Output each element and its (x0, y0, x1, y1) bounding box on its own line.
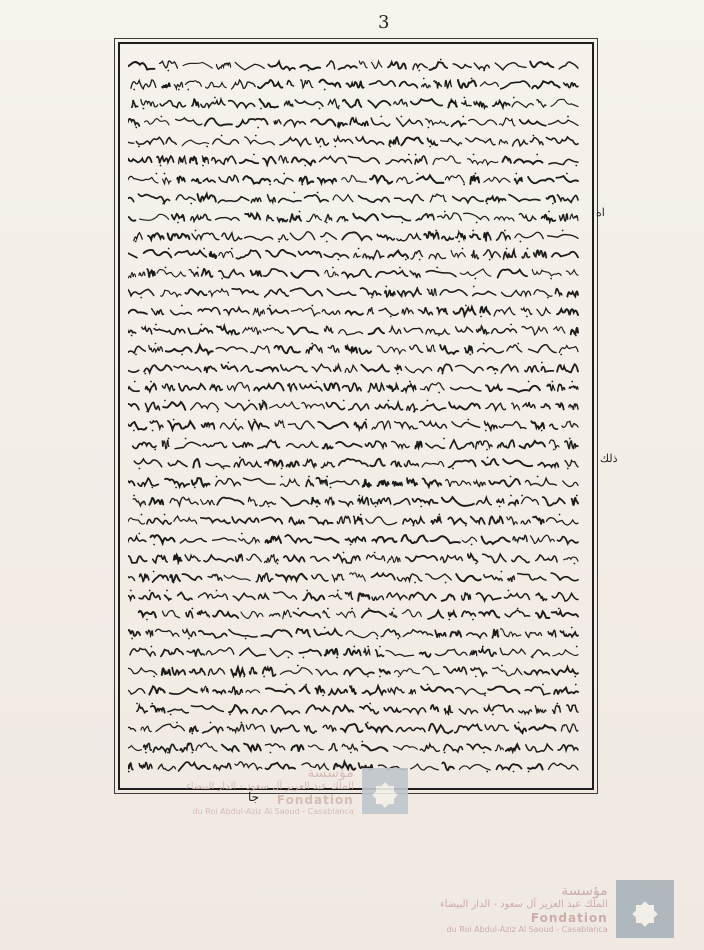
manuscript-text-block (128, 56, 580, 776)
manuscript-line (128, 96, 580, 110)
manuscript-line (128, 607, 580, 621)
foundation-logo-icon (616, 880, 674, 938)
manuscript-line (128, 532, 580, 546)
manuscript-line (128, 58, 580, 72)
watermark-main (440, 880, 674, 938)
manuscript-line (128, 304, 580, 318)
manuscript-line (128, 740, 580, 754)
manuscript-line (128, 191, 580, 205)
foundation-logo-icon (362, 768, 408, 814)
manuscript-line (128, 399, 580, 413)
watermark-french-subtitle: du Roi Abdul-Aziz Al Saoud - Casablanca (192, 807, 354, 816)
manuscript-line (128, 494, 580, 508)
manuscript-line (128, 721, 580, 735)
watermark-french-title: Fondation (276, 793, 354, 807)
manuscript-line (128, 77, 580, 91)
marginal-note-upper: اه (596, 206, 605, 219)
manuscript-line (128, 664, 580, 678)
manuscript-line (128, 323, 580, 337)
manuscript-line (128, 134, 580, 148)
watermark-arabic-title: مؤسسة (307, 765, 354, 781)
manuscript-line (128, 172, 580, 186)
catchword: جا (248, 790, 260, 804)
manuscript-line (128, 475, 580, 489)
manuscript-line (128, 702, 580, 716)
page-number: 3 (378, 12, 390, 33)
watermark-french-subtitle: du Roi Abdul-Aziz Al Saoud - Casablanca (446, 925, 608, 934)
watermark-arabic-title: مؤسسة (561, 883, 608, 899)
manuscript-line (128, 437, 580, 451)
manuscript-line (128, 266, 580, 280)
manuscript-line (128, 645, 580, 659)
manuscript-line (128, 247, 580, 261)
manuscript-line (128, 626, 580, 640)
manuscript-line (128, 418, 580, 432)
manuscript-line (128, 361, 580, 375)
manuscript-line (128, 551, 580, 565)
manuscript-line (128, 589, 580, 603)
manuscript-line (128, 683, 580, 697)
watermark-arabic-subtitle: الملك عبد العزيز آل سعود - الدار البيضاء (440, 899, 608, 910)
manuscript-line (128, 115, 580, 129)
watermark-faint (186, 766, 408, 816)
manuscript-line (128, 210, 580, 224)
manuscript-line (128, 380, 580, 394)
marginal-note-lower: ذلك (600, 452, 618, 465)
manuscript-line (128, 153, 580, 167)
manuscript-line (128, 456, 580, 470)
manuscript-line (128, 285, 580, 299)
watermark-arabic-subtitle: الملك عبد العزيز آل سعود - الدار البيضاء (186, 781, 354, 792)
manuscript-line (128, 513, 580, 527)
manuscript-line (128, 570, 580, 584)
manuscript-line (128, 229, 580, 243)
watermark-french-title: Fondation (530, 911, 608, 925)
manuscript-line (128, 342, 580, 356)
